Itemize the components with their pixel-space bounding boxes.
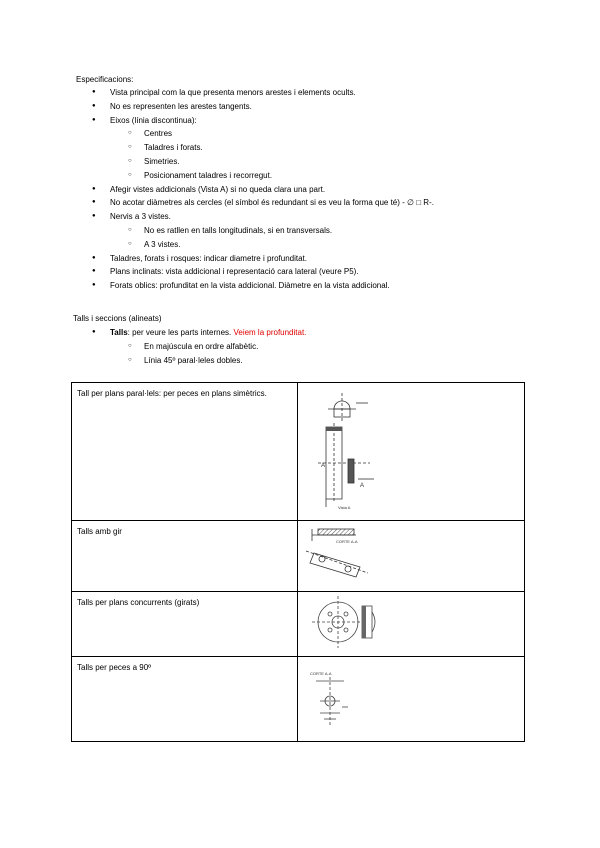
table-cell-figure (298, 383, 525, 521)
ninety-degree-section-figure (298, 657, 524, 741)
list-item: ● No es representen les arestes tangents. (0, 100, 434, 114)
spec-list (0, 86, 434, 293)
row-label: Talls per plans concurrents (girats) (77, 598, 200, 607)
sub-list-item: ○ Simetries. (0, 155, 434, 169)
table-cell-figure (298, 521, 525, 592)
table-cell-figure (298, 657, 525, 742)
concurrent-section-figure (298, 592, 524, 656)
table-cell-label (72, 657, 298, 742)
sub-list-item: ○ Taladres i forats. (0, 141, 434, 155)
sub-list-item: ○ En majúscula en ordre alfabètic. (0, 340, 306, 354)
table-cell-label (72, 521, 298, 592)
figure-label: Vista A (338, 505, 351, 510)
rotated-section-figure (298, 521, 524, 591)
sub-list-item: ○ Línia 45º paral·leles dobles. (0, 354, 306, 368)
sub-list-item: ○ Posicionament taladres i recorregut. (0, 169, 434, 183)
list-item: ● Nervis a 3 vistes. (0, 210, 434, 224)
figure-label: A (321, 463, 326, 469)
figure-label: CORTE A-A (336, 539, 358, 544)
list-item (0, 326, 306, 340)
talls-highlight: Veiem la profunditat. (233, 328, 307, 337)
talls-description: : per veure les parts internes. (127, 328, 234, 337)
table-row (72, 521, 525, 592)
talls-list (0, 326, 306, 367)
row-label: Talls per peces a 90º (77, 663, 152, 672)
row-label: Tall per plans paral·lels: per peces en plans simètrics. (77, 389, 267, 398)
list-item: ● Plans inclinats: vista addicional i representació cara lateral (veure P5). (0, 265, 434, 279)
talls-heading: Talls i seccions (alineats) (73, 314, 162, 323)
talls-term: Talls (110, 328, 128, 337)
figure-label: CORTE A-A (310, 671, 332, 676)
row-label: Talls amb gir (77, 527, 122, 536)
table-cell-label (72, 383, 298, 521)
table-row (72, 657, 525, 742)
sub-list-item: ○ No es ratllen en talls longitudinals, si en transversals. (0, 224, 434, 238)
figure-label: A (360, 483, 365, 489)
list-item: ● Taladres, forats i rosques: indicar diametre i profunditat. (0, 252, 434, 266)
list-item: ● Afegir vistes addicionals (Vista A) si no queda clara una part. (0, 183, 434, 197)
list-item: ● Vista principal com la que presenta menors arestes i elements ocults. (0, 86, 434, 100)
table-row (72, 383, 525, 521)
table-cell-label (72, 592, 298, 657)
table-cell-figure (298, 592, 525, 657)
sub-list-item: ○ Centres (0, 127, 434, 141)
parallel-section-figure (298, 383, 524, 520)
list-item: ● Eixos (línia discontinua): (0, 114, 434, 128)
list-item: ● No acotar diàmetres als cercles (el símbol és redundant si es veu la forma que té) - ∅ □ R-. (0, 196, 434, 210)
sub-list-item: ○ A 3 vistes. (0, 238, 434, 252)
list-item: ● Forats oblics: profunditat en la vista addicional. Diàmetre en la vista addicional. (0, 279, 434, 293)
sections-table (71, 382, 525, 742)
table-row (72, 592, 525, 657)
spec-heading: Especificacions: (76, 75, 134, 84)
